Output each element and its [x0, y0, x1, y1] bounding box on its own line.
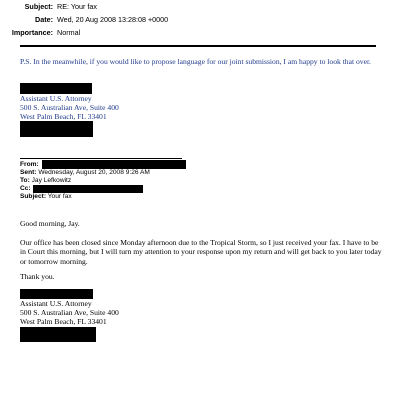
- redacted-signer-contact: [20, 327, 96, 342]
- importance-row: [0, 28, 80, 37]
- header-divider: [20, 45, 376, 47]
- forward-subject-value: Your fax: [47, 193, 72, 200]
- ps-paragraph: P.S. In the meanwhile, if you would like to propose language for our joint submission, I am happy to look that over.: [20, 57, 371, 66]
- redacted-from: [42, 160, 186, 169]
- date-label: Date:: [35, 15, 53, 24]
- date-value: Wed, 20 Aug 2008 13:28:08 +0000: [57, 15, 169, 24]
- redacted-cc: [33, 185, 143, 193]
- from-row: [20, 161, 39, 169]
- subject-row: [0, 2, 97, 11]
- message-signature-address-line2: West Palm Beach, FL 33401: [20, 317, 107, 326]
- forward-divider: [20, 158, 182, 159]
- signature-address-line2: West Palm Beach, FL 33401: [20, 112, 107, 121]
- forward-subject-row: [20, 193, 72, 201]
- importance-value: Normal: [57, 28, 81, 37]
- subject-label: Subject:: [24, 2, 53, 11]
- sent-value: Wednesday, August 20, 2008 9:26 AM: [38, 169, 150, 176]
- to-label: To:: [20, 177, 30, 184]
- message-signature-address-line1: 500 S. Australian Ave, Suite 400: [20, 308, 119, 317]
- cc-row: [20, 185, 31, 193]
- greeting: Good morning, Jay.: [20, 219, 80, 228]
- sent-row: [20, 169, 150, 177]
- from-label: From:: [20, 161, 39, 168]
- cc-label: Cc:: [20, 185, 31, 192]
- thanks: Thank you.: [20, 272, 55, 281]
- to-value: Jay Lefkowitz: [31, 177, 72, 184]
- redacted-signer: [20, 289, 93, 299]
- forward-subject-label: Subject:: [20, 193, 47, 200]
- message-signature-title: Assistant U.S. Attorney: [20, 299, 92, 308]
- date-row: [0, 15, 168, 24]
- signature-title: Assistant U.S. Attorney: [20, 94, 92, 103]
- to-row: [20, 177, 71, 185]
- message-body: Our office has been closed since Monday afternoon due to the Tropical Storm, so I just received your fax. I have to be in Court this morning, but I will turn my attention to your response upon my return and will get back to you later today or tomorrow morning.: [20, 238, 382, 266]
- sent-label: Sent:: [20, 169, 37, 176]
- subject-value: RE: Your fax: [57, 2, 97, 11]
- redacted-name: [20, 83, 92, 94]
- redacted-contact: [20, 121, 93, 137]
- importance-label: Importance:: [11, 28, 53, 37]
- signature-address-line1: 500 S. Australian Ave, Suite 400: [20, 103, 119, 112]
